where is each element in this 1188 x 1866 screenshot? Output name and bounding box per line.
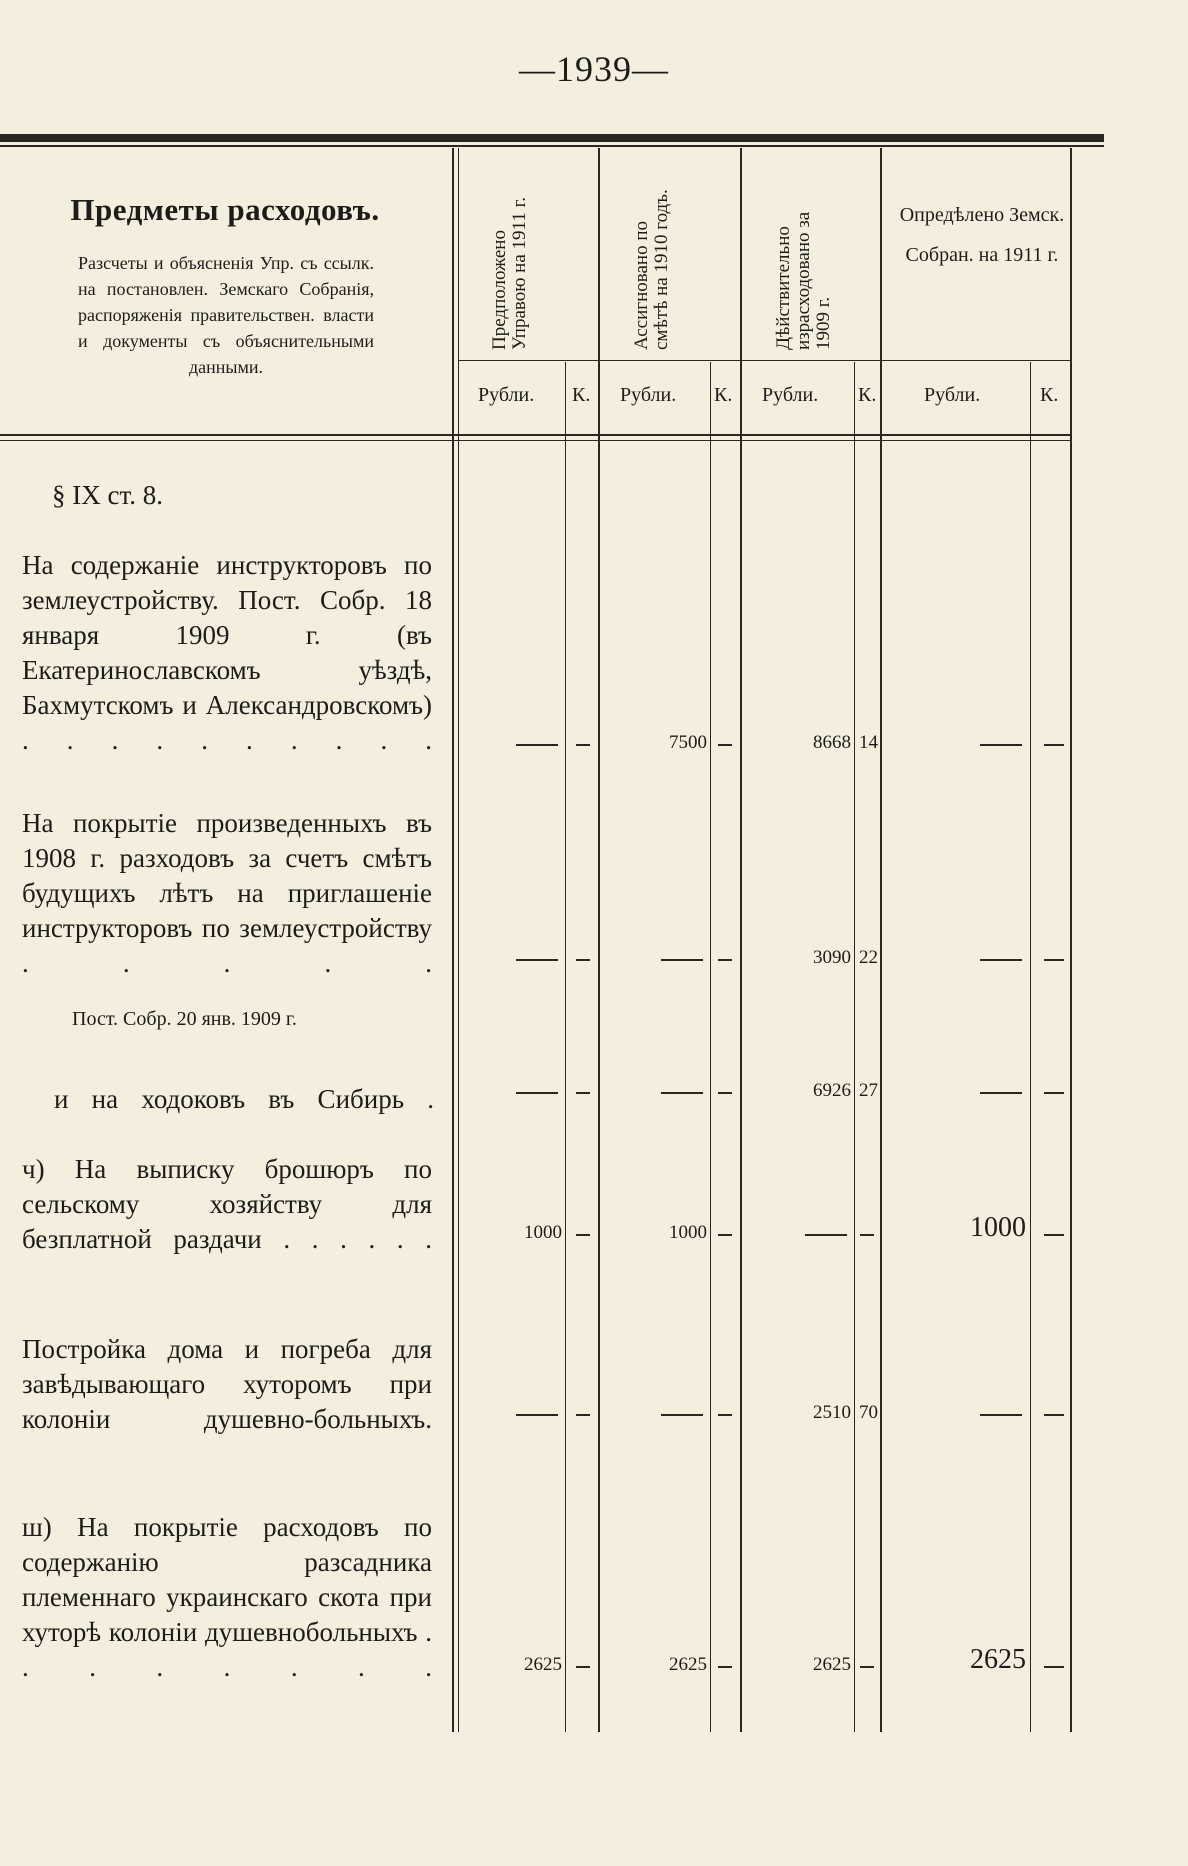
unit-kop: К.	[714, 384, 733, 406]
row-note: Пост. Собр. 20 янв. 1909 г.	[72, 1008, 297, 1030]
empty-value-dash	[718, 744, 732, 746]
header-bottom-rule-thin	[0, 440, 1070, 441]
unit-kop: К.	[858, 384, 877, 406]
kopecks-value: 70	[859, 1402, 878, 1423]
empty-value-dash	[718, 1092, 732, 1094]
empty-value-dash	[576, 1414, 590, 1416]
unit-kop: К.	[572, 384, 591, 406]
empty-value-dash	[1044, 1092, 1064, 1094]
empty-value-dash	[576, 1234, 590, 1236]
kopecks-value: 27	[859, 1080, 878, 1101]
rubles-value: 8668	[813, 732, 851, 753]
header-sub-rule	[458, 360, 1070, 361]
rubles-value: 1000	[669, 1222, 707, 1243]
rubles-value: 2510	[813, 1402, 851, 1423]
row-text: На покрытіе произведенныхъ въ 1908 г. разходовъ за счетъ смѣтъ будущихъ лѣтъ на приглашеніе инструкторовъ по землеустройству . . . . .	[22, 808, 432, 978]
empty-value-dash	[980, 744, 1022, 746]
column-divider	[565, 362, 566, 1732]
unit-rub: Рубли.	[762, 384, 819, 406]
column-divider	[854, 362, 855, 1732]
empty-value-dash	[980, 1092, 1022, 1094]
col-determined-heading: Опредѣлено Земск. Собран. на 1911 г.	[899, 204, 1065, 266]
empty-value-dash	[516, 959, 558, 961]
empty-value-dash	[718, 1234, 732, 1236]
unit-rub: Рубли.	[478, 384, 535, 406]
header-bottom-rule	[0, 434, 1070, 436]
empty-value-dash	[860, 1234, 874, 1236]
empty-value-dash	[805, 1234, 847, 1236]
section-heading: § IX ст. 8.	[52, 480, 163, 510]
rubles-value: 1000	[524, 1222, 562, 1243]
empty-value-dash	[661, 1092, 703, 1094]
column-divider	[458, 148, 459, 1732]
rubles-value: 2625	[669, 1654, 707, 1675]
empty-value-dash	[576, 1092, 590, 1094]
column-divider	[452, 148, 454, 1732]
header-top-rule-thin	[0, 145, 1104, 147]
empty-value-dash	[661, 959, 703, 961]
column-divider	[880, 148, 882, 1732]
row-text: ч) На выписку брошюръ по сельскому хозяйству для безплатной раздачи . . . . . .	[22, 1154, 432, 1254]
kopecks-value: 14	[859, 732, 878, 753]
col-assigned-heading: Ассигновано по смѣтѣ на 1910 годъ.	[631, 189, 672, 350]
column-divider	[710, 362, 711, 1732]
empty-value-dash	[718, 1414, 732, 1416]
row-text: ш) На покрытіе расходовъ по содержанію разсадника племеннаго украинскаго скота при хуторѣ колоніи душевнобольныхъ . . . . . . . .	[22, 1512, 432, 1682]
rubles-value: 2625	[970, 1644, 1026, 1675]
unit-kop: К.	[1040, 384, 1059, 406]
empty-value-dash	[516, 1414, 558, 1416]
items-title: Предметы расходовъ.	[70, 192, 380, 227]
empty-value-dash	[980, 1414, 1022, 1416]
empty-value-dash	[718, 959, 732, 961]
empty-value-dash	[576, 959, 590, 961]
column-divider	[1030, 362, 1031, 1732]
col-spent-heading: Дѣйствительно израсходовано за 1909 г.	[773, 211, 834, 350]
empty-value-dash	[1044, 744, 1064, 746]
empty-value-dash	[1044, 1414, 1064, 1416]
column-divider	[1070, 148, 1072, 1732]
row-text: Постройка дома и погреба для завѣдывающаго хуторомъ при колоніи душевно-больныхъ.	[22, 1334, 432, 1434]
empty-value-dash	[1044, 959, 1064, 961]
unit-rub: Рубли.	[620, 384, 677, 406]
rubles-value: 1000	[970, 1212, 1026, 1243]
column-divider	[598, 148, 600, 1732]
rubles-value: 3090	[813, 947, 851, 968]
empty-value-dash	[516, 744, 558, 746]
empty-value-dash	[576, 744, 590, 746]
rubles-value: 2625	[813, 1654, 851, 1675]
unit-rub: Рубли.	[924, 384, 981, 406]
col-proposed-heading: Предположено Управою на 1911 г.	[489, 197, 530, 350]
header-top-rule	[0, 134, 1104, 142]
row-text: и на ходоковъ въ Сибирь .	[54, 1084, 434, 1114]
empty-value-dash	[860, 1666, 874, 1668]
row-text: На содержаніе инструкторовъ по землеустройству. Пост. Собр. 18 января 1909 г. (въ Екатеринославскомъ уѣздѣ, Бахмутскомъ и Александровскомъ) . . . . . . . . . .	[22, 550, 432, 755]
rubles-value: 6926	[813, 1080, 851, 1101]
empty-value-dash	[576, 1666, 590, 1668]
page-number: —1939—	[519, 49, 669, 89]
items-subtitle: Разсчеты и объясненія Упр. съ ссылк. на постановлен. Земскаго Собранія, распоряженія правительствен. власти и документы съ объяснительными данными.	[78, 253, 374, 377]
rubles-value: 2625	[524, 1654, 562, 1675]
empty-value-dash	[718, 1666, 732, 1668]
empty-value-dash	[516, 1092, 558, 1094]
column-divider	[740, 148, 742, 1732]
kopecks-value: 22	[859, 947, 878, 968]
empty-value-dash	[1044, 1666, 1064, 1668]
empty-value-dash	[661, 1414, 703, 1416]
empty-value-dash	[1044, 1234, 1064, 1236]
rubles-value: 7500	[669, 732, 707, 753]
empty-value-dash	[980, 959, 1022, 961]
